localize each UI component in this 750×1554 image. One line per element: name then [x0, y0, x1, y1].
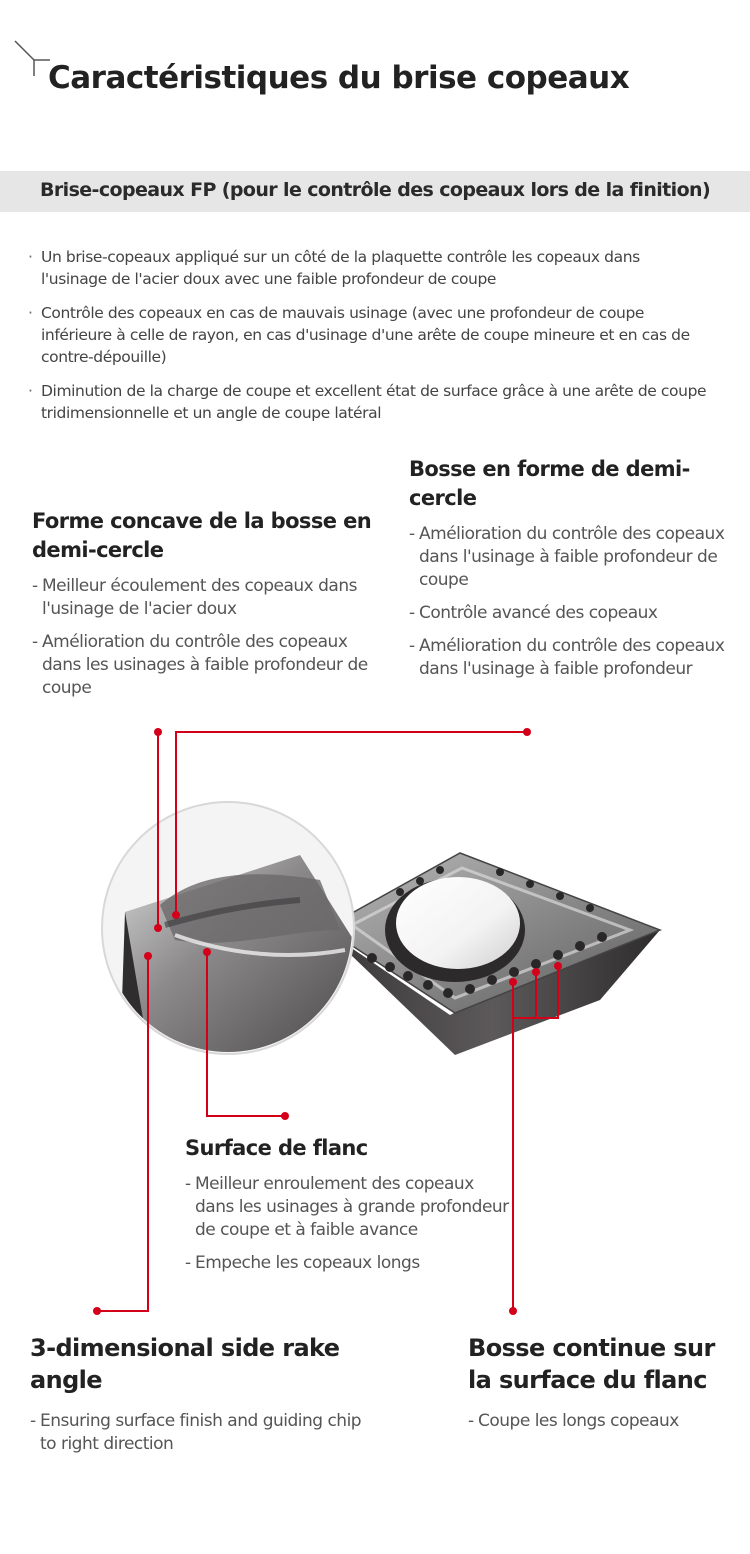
feature-list: [32, 575, 382, 700]
list-item: - Amélioration du contrôle des copeaux dans les usinages à faible profondeur de coupe: [32, 632, 368, 698]
intro-bullet-item: · Contrôle des copeaux en cas de mauvais usinage (avec une profondeur de coupe inférieure à celle de rayon, en cas d'usinage d'une arête de coupe mineure et en cas de contre-dépouille): [28, 304, 690, 366]
feature-title: 3-dimensional side rake angle: [30, 1334, 340, 1394]
bullet-mark: ·: [28, 248, 33, 266]
dash-mark: -: [32, 632, 38, 652]
bullet-mark: ·: [28, 304, 33, 322]
intro-bullet-item: · Un brise-copeaux appliqué sur un côté de la plaquette contrôle les copeaux dans l'usinage de l'acier doux avec une faible profondeur de coupe: [28, 248, 640, 288]
list-item: - Meilleur écoulement des copeaux dans l'usinage de l'acier doux: [32, 576, 357, 619]
subheader-bar: [0, 171, 750, 212]
feature-side-rake-angle: [30, 1332, 370, 1456]
dash-mark: -: [185, 1174, 191, 1194]
list-item: - Meilleur enroulement des copeaux dans les usinages à grande profondeur de coupe et à faible avance: [185, 1174, 509, 1240]
intro-bullet-item: · Diminution de la charge de coupe et excellent état de surface grâce à une arête de coupe tridimensionnelle et un angle de coupe latéral: [28, 382, 707, 422]
feature-list: [30, 1410, 370, 1456]
dash-mark: -: [30, 1411, 36, 1431]
feature-bosse-continue: [468, 1332, 738, 1433]
feature-bosse-demi-cercle: [409, 455, 739, 681]
feature-forme-concave: [32, 507, 382, 700]
bullet-mark: ·: [28, 382, 33, 400]
list-item: - Ensuring surface finish and guiding chip to right direction: [30, 1411, 362, 1454]
dash-mark: -: [32, 576, 38, 596]
list-item: - Amélioration du contrôle des copeaux dans l'usinage à faible profondeur de coupe: [409, 524, 725, 590]
subheader-text: Brise-copeaux FP (pour le contrôle des copeaux lors de la finition): [40, 179, 711, 201]
list-item: - Coupe les longs copeaux: [468, 1411, 679, 1431]
list-item: - Amélioration du contrôle des copeaux dans l'usinage à faible profondeur: [409, 636, 725, 679]
dash-mark: -: [185, 1253, 191, 1273]
feature-list: [185, 1173, 515, 1275]
feature-title: Surface de flanc: [185, 1136, 368, 1160]
dash-mark: -: [468, 1411, 474, 1431]
zoom-detail: [102, 802, 360, 1060]
insert-body: [325, 853, 660, 1055]
feature-list: [468, 1410, 738, 1433]
list-item: - Empeche les copeaux longs: [185, 1253, 420, 1273]
feature-title: Forme concave de la bosse en demi-cercle: [32, 509, 372, 562]
page-title: Caractéristiques du brise copeaux: [48, 60, 630, 96]
dash-mark: -: [409, 524, 415, 544]
feature-list: [409, 523, 739, 681]
feature-title: Bosse continue sur la surface du flanc: [468, 1334, 715, 1394]
feature-surface-flanc: [185, 1134, 515, 1275]
dash-mark: -: [409, 603, 415, 623]
feature-title: Bosse en forme de demi-cercle: [409, 457, 690, 510]
intro-bullet-list: [28, 246, 708, 436]
list-item: - Contrôle avancé des copeaux: [409, 603, 658, 623]
dash-mark: -: [409, 636, 415, 656]
